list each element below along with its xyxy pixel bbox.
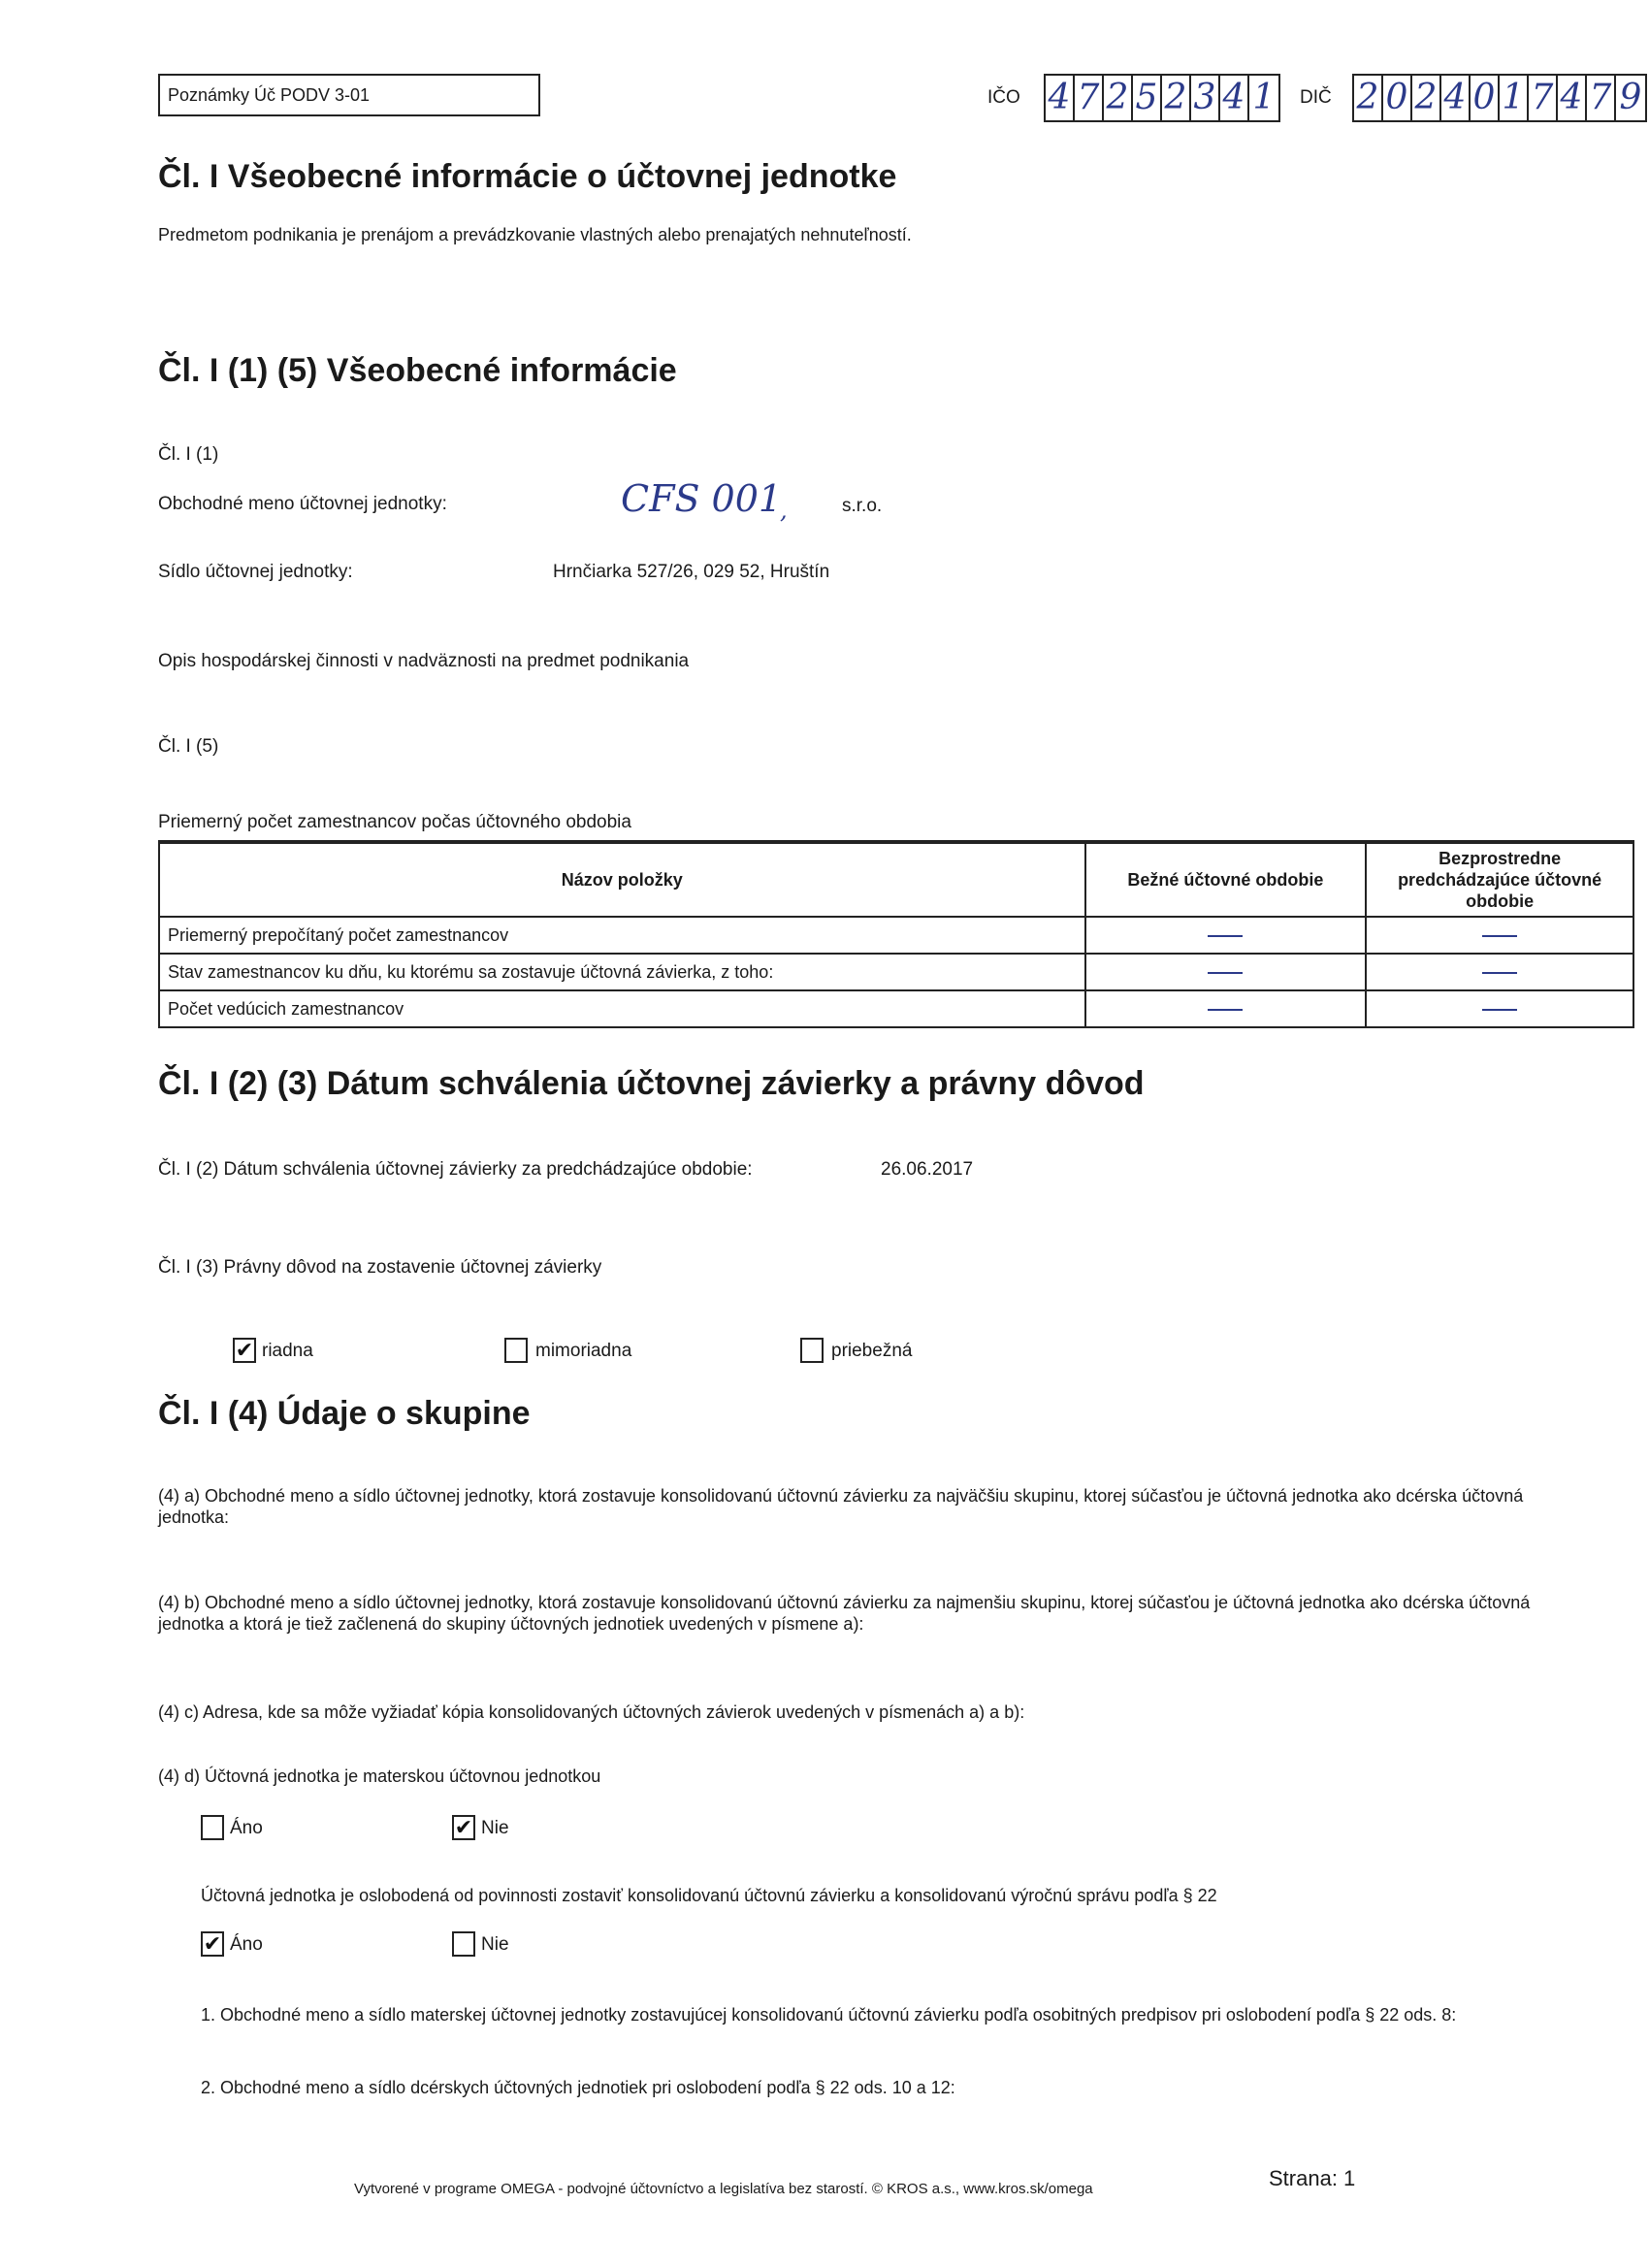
group-a-text: (4) a) Obchodné meno a sídlo účtovnej jednotky, ktorá zostavuje konsolidovanú účtovnú závierku za najväčšiu skupinu, ktorej súčasťou je účtovná jednotka ako dcérska účtovná jednotka:	[158, 1486, 1524, 1527]
dic-digit: 2	[1412, 76, 1441, 120]
table-row	[159, 917, 1633, 954]
section4-title: Čl. I (4) Údaje o skupine	[158, 1395, 531, 1432]
row-label: Priemerný prepočítaný počet zamestnancov	[159, 917, 1085, 954]
dash-mark	[1208, 1009, 1243, 1011]
checkbox-priebezna[interactable]	[800, 1338, 824, 1363]
exempt-yes-label: Áno	[230, 1934, 263, 1955]
option-priebezna-label: priebežná	[831, 1341, 913, 1361]
dic-label: DIČ	[1300, 87, 1332, 108]
row-previous-value[interactable]	[1366, 954, 1633, 990]
dash-mark	[1482, 1009, 1517, 1011]
row-label: Počet vedúcich zamestnancov	[159, 990, 1085, 1027]
dic-digit: 0	[1383, 76, 1412, 120]
ico-digit: 5	[1133, 76, 1162, 120]
section2-sub1: Čl. I (1)	[158, 444, 219, 465]
section2-sub5: Čl. I (5)	[158, 736, 219, 757]
dic-digit: 7	[1587, 76, 1616, 120]
page-number: Strana: 1	[1269, 2166, 1356, 2190]
company-legal-form: s.r.o.	[842, 496, 883, 516]
exempt-no-label: Nie	[481, 1934, 509, 1955]
group-b-text: (4) b) Obchodné meno a sídlo účtovnej jednotky, ktorá zostavuje konsolidovanú účtovnú závierku za najmenšiu skupinu, ktorej súčasťou je účtovná jednotka ako dcérska účtovná jednotka a ktorá je tiež začlenená do skupiny účtovných jednotiek uvedených v písmene a):	[158, 1593, 1531, 1634]
row-current-value[interactable]	[1085, 917, 1367, 954]
form-code: Poznámky Úč PODV 3-01	[168, 85, 371, 105]
ico-digit: 2	[1162, 76, 1191, 120]
company-name-value[interactable]: CFS 001	[621, 477, 783, 520]
option-riadna-label: riadna	[262, 1341, 313, 1361]
section2-title: Čl. I (1) (5) Všeobecné informácie	[158, 352, 677, 389]
ico-digit: 2	[1104, 76, 1133, 120]
dic-digit: 7	[1529, 76, 1558, 120]
form-code-box	[158, 74, 540, 116]
table-row	[159, 990, 1633, 1027]
row-previous-value[interactable]	[1366, 990, 1633, 1027]
ico-digit: 1	[1252, 78, 1276, 117]
dic-digit: 2	[1354, 76, 1383, 120]
handwritten-comma: ,	[780, 497, 788, 524]
col-header-current: Bežné účtovné obdobie	[1085, 842, 1367, 917]
dic-digit: 9	[1619, 78, 1642, 117]
col-header-item: Názov položky	[159, 842, 1085, 917]
section3-title: Čl. I (2) (3) Dátum schválenia účtovnej závierky a právny dôvod	[158, 1065, 1145, 1102]
item1-text: 1. Obchodné meno a sídlo materskej účtovnej jednotky zostavujúcej konsolidovanú účtovnú závierku podľa osobitných predpisov pri oslobodení podľa § 22 ods. 8:	[201, 2005, 1457, 2025]
exemption-text: Účtovná jednotka je oslobodená od povinnosti zostaviť konsolidovanú účtovnú závierku a konsolidovanú výročnú správu podľa § 22	[201, 1886, 1217, 1905]
ico-digit: 4	[1046, 76, 1075, 120]
footer-text: Vytvorené v programe OMEGA - podvojné účtovníctvo a legislatíva bez starostí. © KROS a.s., www.kros.sk/omega	[354, 2181, 1093, 2197]
col-header-previous: Bezprostredne predchádzajúce účtovné obdobie	[1366, 842, 1633, 917]
row-label: Stav zamestnancov ku dňu, ku ktorému sa zostavuje účtovná závierka, z toho:	[159, 954, 1085, 990]
employees-table	[158, 840, 1634, 1028]
ico-digit: 3	[1191, 76, 1220, 120]
company-name-label: Obchodné meno účtovnej jednotky:	[158, 494, 447, 514]
seat-value: Hrnčiarka 527/26, 029 52, Hruštín	[553, 562, 830, 582]
seat-label: Sídlo účtovnej jednotky:	[158, 562, 353, 582]
checkbox-parent-no[interactable]	[452, 1815, 475, 1840]
checkmark-icon: ✔	[203, 1931, 222, 1956]
dic-digit: 1	[1500, 76, 1529, 120]
approval-date: 26.06.2017	[881, 1159, 974, 1180]
parent-no-label: Nie	[481, 1818, 509, 1838]
row-previous-value[interactable]	[1366, 917, 1633, 954]
parent-yes-label: Áno	[230, 1818, 263, 1838]
checkmark-icon: ✔	[235, 1338, 254, 1362]
dic-digit: 4	[1441, 76, 1471, 120]
checkbox-riadna[interactable]	[233, 1338, 256, 1363]
section1-text: Predmetom podnikania je prenájom a prevádzkovanie vlastných alebo prenajatých nehnuteľností.	[158, 225, 912, 244]
option-mimoriadna-label: mimoriadna	[535, 1341, 632, 1361]
reason-label: Čl. I (3) Právny dôvod na zostavenie účtovnej závierky	[158, 1257, 602, 1278]
group-c-text: (4) c) Adresa, kde sa môže vyžiadať kópia konsolidovaných účtovných závierok uvedených v písmenách a) a b):	[158, 1702, 1025, 1722]
ico-digit: 4	[1220, 76, 1249, 120]
row-current-value[interactable]	[1085, 954, 1367, 990]
row-current-value[interactable]	[1085, 990, 1367, 1027]
table-row	[159, 954, 1633, 990]
activity-label: Opis hospodárskej činnosti v nadväznosti na predmet podnikania	[158, 651, 690, 671]
table-header-row	[159, 842, 1633, 917]
dic-digit: 4	[1558, 76, 1587, 120]
checkbox-parent-yes[interactable]	[201, 1815, 224, 1840]
checkbox-mimoriadna[interactable]	[504, 1338, 528, 1363]
group-d-text: (4) d) Účtovná jednotka je materskou účtovnou jednotkou	[158, 1766, 601, 1786]
dash-mark	[1482, 935, 1517, 937]
section1-title: Čl. I Všeobecné informácie o účtovnej jednotke	[158, 158, 897, 195]
ico-label: IČO	[987, 87, 1020, 108]
employees-label: Priemerný počet zamestnancov počas účtovného obdobia	[158, 812, 631, 832]
dash-mark	[1208, 935, 1243, 937]
approval-label: Čl. I (2) Dátum schválenia účtovnej závierky za predchádzajúce obdobie:	[158, 1159, 753, 1180]
ico-digit: 7	[1075, 76, 1104, 120]
dic-digit: 0	[1471, 76, 1500, 120]
checkbox-exempt-yes[interactable]	[201, 1931, 224, 1957]
dic-field[interactable]	[1352, 74, 1647, 122]
checkbox-exempt-no[interactable]	[452, 1931, 475, 1957]
item2-text: 2. Obchodné meno a sídlo dcérskych účtovných jednotiek pri oslobodení podľa § 22 ods. 10 a 12:	[201, 2078, 955, 2097]
dash-mark	[1482, 972, 1517, 974]
dash-mark	[1208, 972, 1243, 974]
checkmark-icon: ✔	[454, 1815, 473, 1839]
ico-field[interactable]	[1044, 74, 1280, 122]
